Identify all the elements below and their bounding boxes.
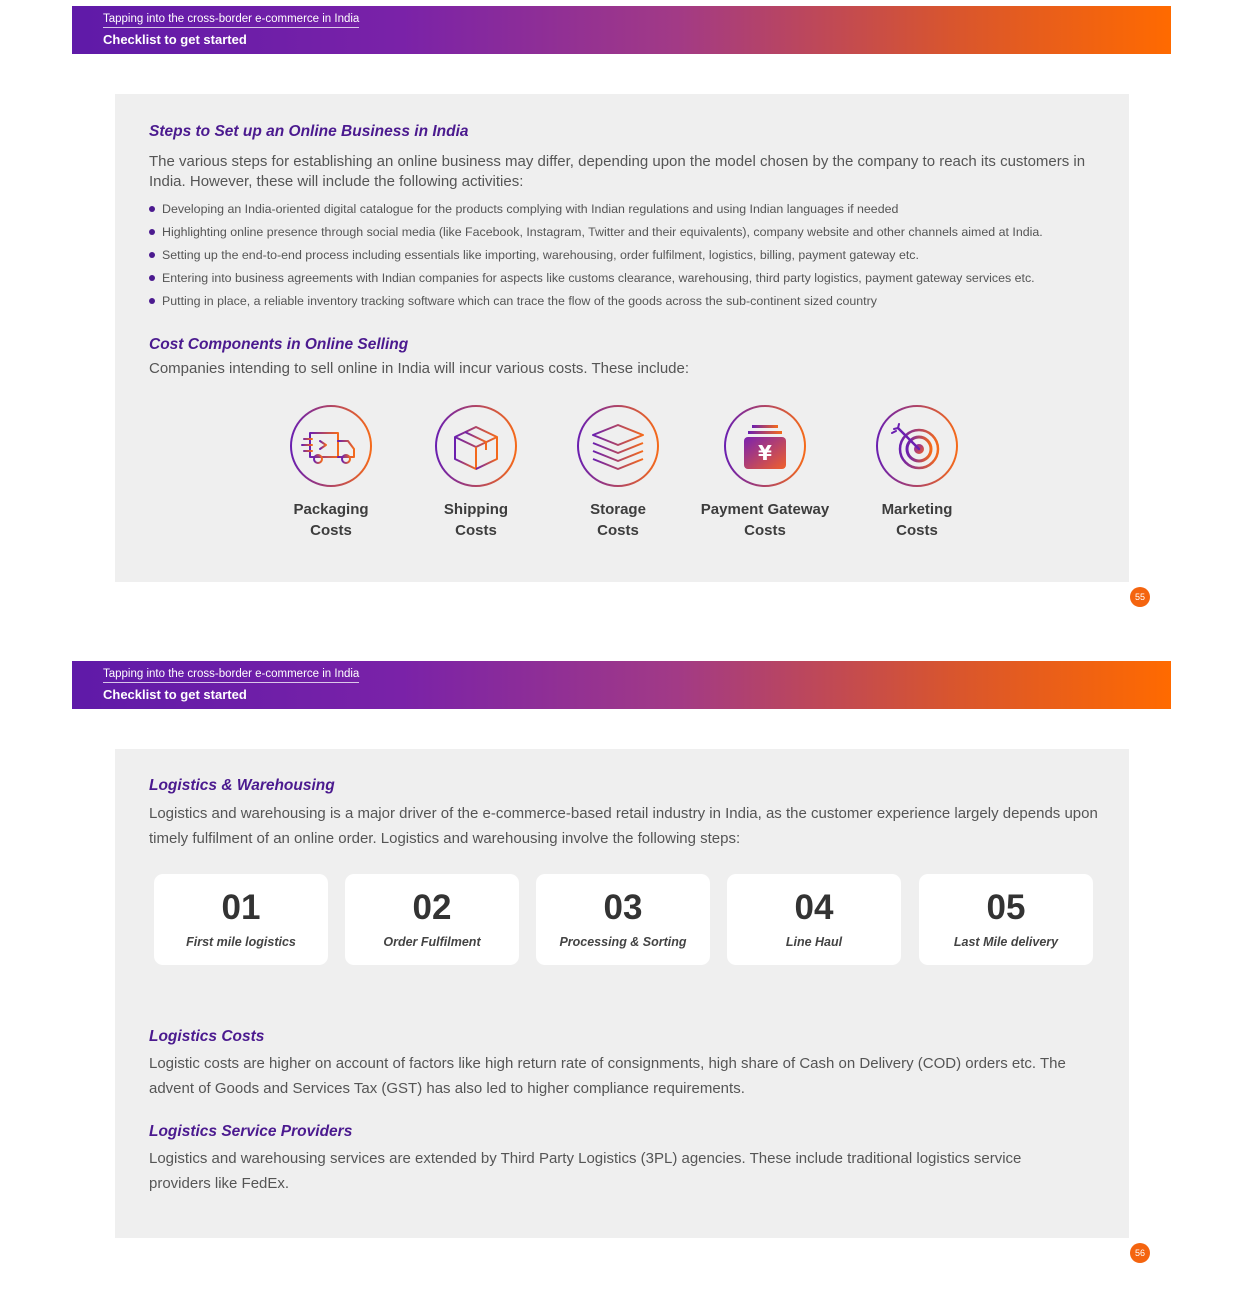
header-title: Checklist to get started <box>103 32 247 47</box>
header-subtitle: Tapping into the cross-border e-commerce in India <box>103 13 359 28</box>
cost-item-storage <box>543 405 693 541</box>
cost-item-marketing <box>842 405 992 541</box>
header-title: Checklist to get started <box>103 687 247 702</box>
header-subtitle: Tapping into the cross-border e-commerce in India <box>103 668 359 683</box>
delivery-truck-icon <box>290 405 372 487</box>
step-card <box>154 874 328 965</box>
cost-item-packaging <box>256 405 406 541</box>
list-item: Setting up the end-to-end process including essentials like importing, warehousing, order fulfilment, logistics, billing, payment gateway etc. <box>149 247 1119 270</box>
list-item: Entering into business agreements with Indian companies for aspects like customs clearance, warehousing, third party logistics, payment gateway services etc. <box>149 270 1119 293</box>
cost-item-label: Payment Gateway Costs <box>700 501 830 539</box>
steps-bullet-list <box>149 201 1119 316</box>
content-panel-page-55 <box>115 94 1129 582</box>
step-card <box>919 874 1093 965</box>
logistics-providers-text: Logistics and warehousing services are extended by Third Party Logistics (3PL) agencies. These include traditional logistics service providers like FedEx. <box>149 1150 1022 1192</box>
cost-heading: Cost Components in Online Selling <box>149 336 409 353</box>
step-card <box>345 874 519 965</box>
cost-item-label: Marketing Costs <box>881 501 953 539</box>
step-number: 03 <box>603 888 643 927</box>
stacked-layers-icon <box>577 405 659 487</box>
list-item: Developing an India-oriented digital catalogue for the products complying with Indian regulations and using Indian languages if needed <box>149 201 1119 224</box>
page-number-badge: 55 <box>1130 587 1150 607</box>
step-label: Processing & Sorting <box>559 935 687 949</box>
list-item: Highlighting online presence through social media (like Facebook, Instagram, Twitter and their equivalents), company website and other channels aimed at India. <box>149 224 1119 247</box>
step-number: 05 <box>986 888 1026 927</box>
logistics-costs-text: Logistic costs are higher on account of factors like high return rate of consignments, high share of Cash on Delivery (COD) orders etc. The advent of Goods and Services Tax (GST) has also led to higher compliance requirements. <box>149 1055 1066 1097</box>
step-card <box>727 874 901 965</box>
page-header-band <box>72 661 1171 709</box>
step-number: 01 <box>221 888 261 927</box>
cost-item-payment-gateway <box>690 405 840 541</box>
svg-text:¥: ¥ <box>758 441 772 465</box>
steps-heading: Steps to Set up an Online Business in India <box>149 123 469 140</box>
step-label: Last Mile delivery <box>953 935 1059 949</box>
target-icon <box>876 405 958 487</box>
content-panel-page-56 <box>115 749 1129 1238</box>
list-item: Putting in place, a reliable inventory tracking software which can trace the flow of the goods across the sub-continent sized country <box>149 293 1119 316</box>
cost-item-label: Storage Costs <box>590 501 646 539</box>
package-box-icon <box>435 405 517 487</box>
yen-payment-icon <box>724 405 806 487</box>
logistics-intro: Logistics and warehousing is a major driver of the e-commerce-based retail industry in India, as the customer experience largely depends upon timely fulfilment of an online order. Logistics and warehousing involve the following steps: <box>149 805 1098 847</box>
cost-intro: Companies intending to sell online in India will incur various costs. These include: <box>149 360 690 377</box>
logistics-costs-heading: Logistics Costs <box>149 1028 265 1045</box>
page-header-band <box>72 6 1171 54</box>
page-number-badge: 56 <box>1130 1243 1150 1263</box>
cost-item-shipping <box>401 405 551 541</box>
cost-item-label: Shipping Costs <box>443 501 509 539</box>
step-number: 02 <box>412 888 452 927</box>
steps-intro: The various steps for establishing an online business may differ, depending upon the model chosen by the company to reach its customers in India. However, these will include the following activities: <box>149 153 1086 190</box>
logistics-heading: Logistics & Warehousing <box>149 777 335 794</box>
step-label: First mile logistics <box>186 935 296 949</box>
step-number: 04 <box>794 888 834 927</box>
step-card <box>536 874 710 965</box>
step-label: Order Fulfilment <box>383 935 481 949</box>
logistics-providers-heading: Logistics Service Providers <box>149 1123 353 1140</box>
step-label: Line Haul <box>785 935 843 949</box>
cost-item-label: Packaging Costs <box>293 501 369 539</box>
